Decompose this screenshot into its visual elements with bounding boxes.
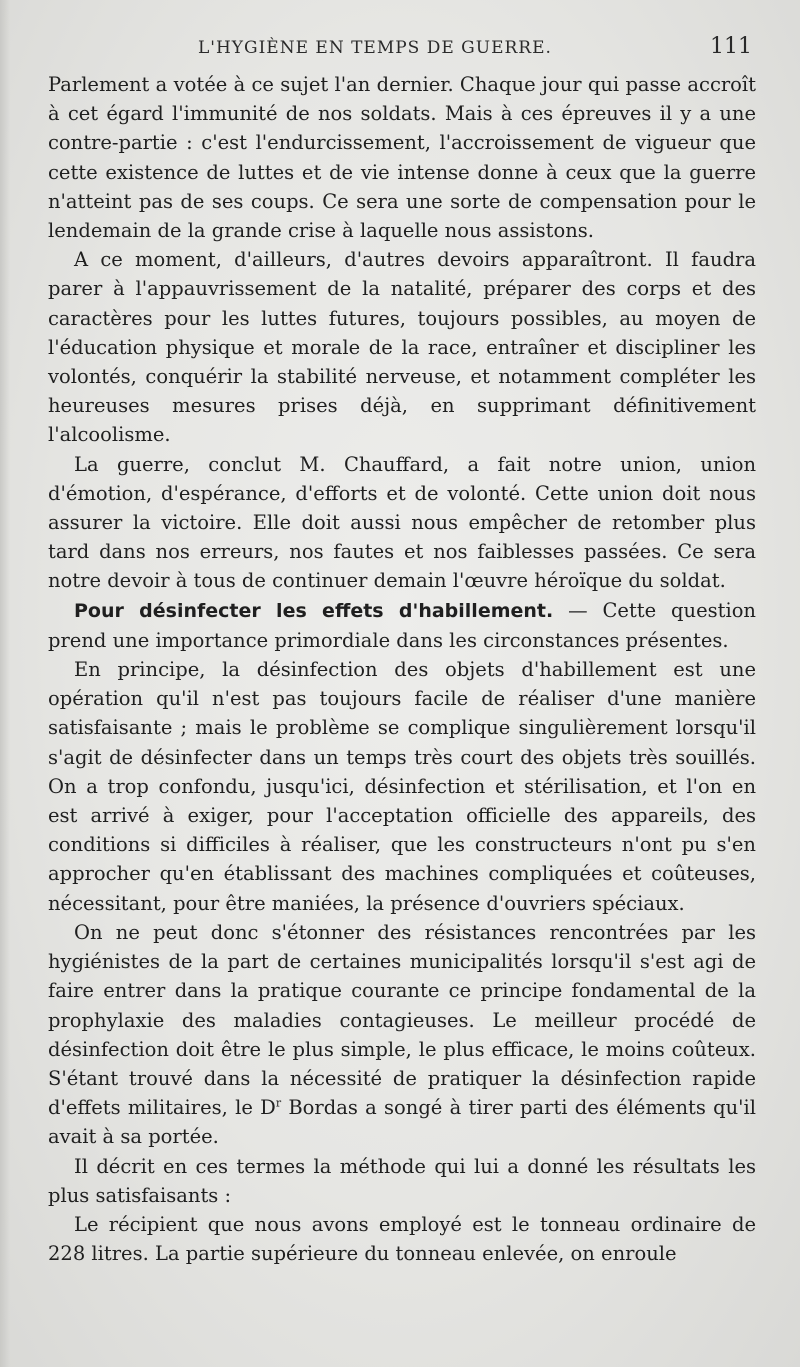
paragraph-method: Il décrit en ces termes la méthode qui lui a donné les résultats les plus satisfaisants : [48, 1154, 756, 1207]
resistance-text: On ne peut donc s'étonner des résistances rencontrées par les hygiénistes de la part de certaines municipalités lorsqu'il s'est agi de faire entrer dans la pratique courante ce principe fondamental de la prophylaxie des maladies contagieuses. Le meilleur procédé de désinfection doit être le plus simple, le plus efficace, le moins coûteux. S'étant trouvé dans la nécessité de pratiquer la désinfection rapide d'effets militaires, le D [48, 920, 756, 1120]
doctor-superscript: r [275, 1096, 282, 1110]
page-header [48, 30, 756, 70]
body-text [48, 70, 756, 1268]
paragraph-resistance [48, 918, 756, 1152]
paragraph-principle: En principe, la désinfection des objets d'habillement est une opération qu'il n'est pas toujours facile de réaliser d'une manière satisfaisante ; mais le problème se complique singulièrement lorsqu'il s'agit de désinfecter dans un temps très court des objets très souillés. On a trop confondu, jusqu'ici, désinfection et stérilisation, et l'on en est arrivé à exiger, pour l'acceptation officielle des appareils, des conditions si difficiles à réaliser, que les constructeurs n'ont pu s'en approcher qu'en établissant des machines compliquées et coûteuses, nécessitant, pour être maniées, la présence d'ouvriers spéciaux. [48, 658, 756, 915]
running-title: L'HYGIÈNE EN TEMPS DE GUERRE. [198, 38, 552, 58]
paragraph-duties: A ce moment, d'ailleurs, d'autres devoirs apparaîtront. Il faudra parer à l'appauvrissement de la natalité, préparer des corps et des caractères pour les luttes futures, toujours possibles, au moyen de l'éducation physique et morale de la race, entraîner et discipliner les volontés, conquérir la stabilité nerveuse, et notamment compléter les heureuses mesures prises déjà, en supprimant définitivement l'alcoolisme. [48, 248, 756, 447]
page-number: 111 [710, 34, 752, 59]
section-heading-text: — Cette question prend une importance primordiale dans les circonstances présentes. [48, 598, 756, 652]
paragraph-continuation: Parlement a votée à ce sujet l'an dernier. Chaque jour qui passe accroît à cet égard l'immunité de nos soldats. Mais à ces épreuves il y a une contre-partie : c'est l'endurcissement, l'accroissement de vigueur que cette existence de luttes et de vie intense donne à ceux que la guerre n'atteint pas de ses coups. Ce sera une sorte de compensation pour le lendemain de la grande crise à laquelle nous assistons. [48, 73, 756, 243]
paragraph-disinfection-intro [48, 596, 756, 655]
section-heading: Pour désinfecter les effets d'habillement. [74, 599, 554, 622]
paragraph-conclusion: La guerre, conclut M. Chauffard, a fait notre union, union d'émotion, d'espérance, d'efforts et de volonté. Cette union doit nous assurer la victoire. Elle doit aussi nous empêcher de retomber plus tard dans nos erreurs, nos fautes et nos faiblesses passées. Ce sera notre devoir à tous de continuer demain l'œuvre héroïque du soldat. [48, 452, 756, 593]
resistance-text-end: Bordas a songé à tirer parti des éléments qu'il avait à sa portée. [48, 1096, 756, 1149]
paragraph-recipient: Le récipient que nous avons employé est le tonneau ordinaire de 228 litres. La partie supérieure du tonneau enlevée, on enroule [48, 1212, 756, 1266]
